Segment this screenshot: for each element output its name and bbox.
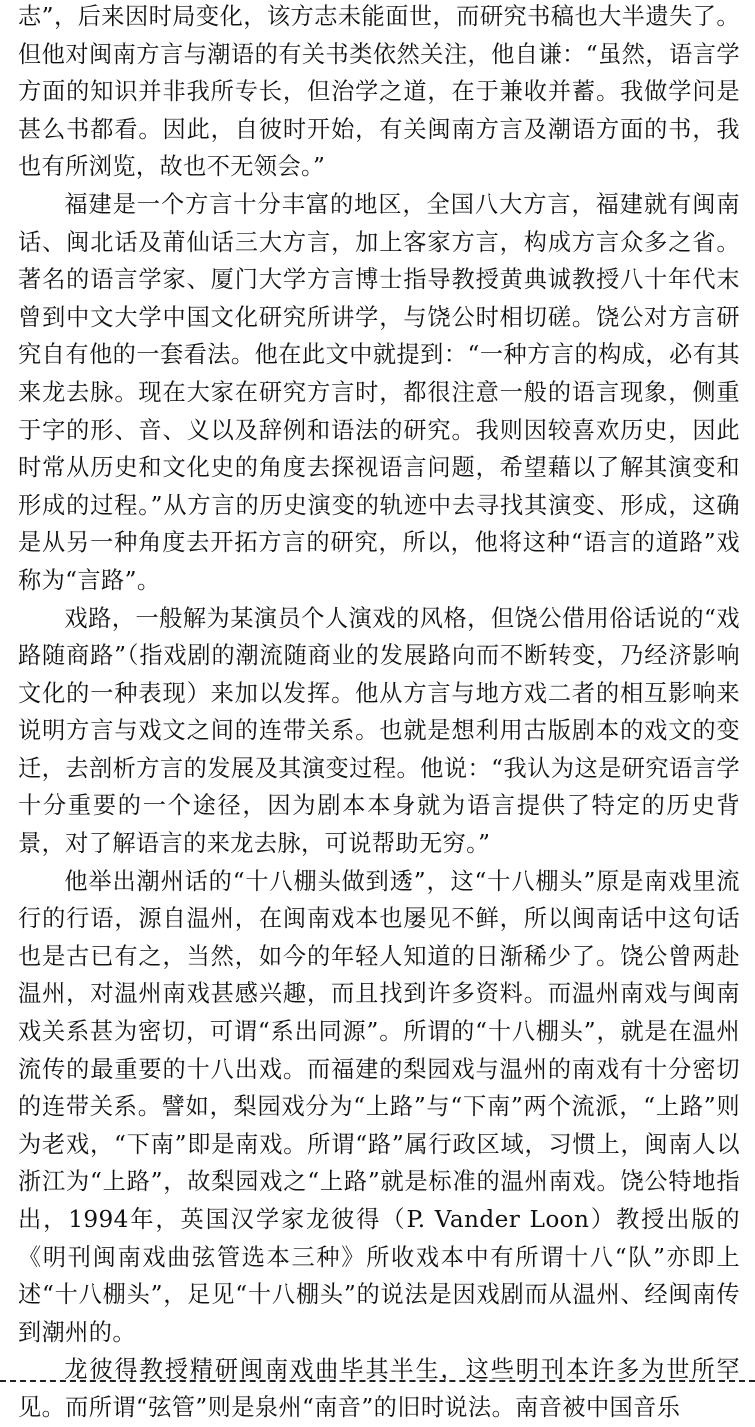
paragraph-xilu: 戏路，一般解为某演员个人演戏的风格，但饶公借用俗话说的“戏路随商路”（指戏剧的潮流随商业的发展路向而不断转变，乃经济影响文化的一种表现）来加以发挥。他从方言与地方戏二者的相互影响来说明方言与戏文之间的连带关系。也就是想利用古版剧本的戏文的变迁，去剖析方言的发展及其演变过程。他说：“我认为这是研究语言学十分重要的一个途径，因为剧本本身就为语言提供了特定的历史背景，对了解语言的来龙去脉，可说帮助无穷。” [18, 604, 740, 858]
paragraph-continued: 志”，后来因时局变化，该方志未能面世，而研究书稿也大半遗失了。但他对闽南方言与潮语的有关书类依然关注，他自谦：“虽然，语言学方面的知识并非我所专长，但治学之道，在于兼收并蓄。我做学问是甚么书都看。因此，自彼时开始，有关闽南方言及潮语方面的书，我也有所浏览，故也不无领会。” [18, 3, 740, 181]
paragraph-shiba-pengtou: 他举出潮州话的“十八棚头做到透”，这“十八棚头”原是南戏里流行的行语，源自温州，在闽南戏本也屡见不鲜，所以闽南话中这句话也是古已有之，当然，如今的年轻人知道的日渐稀少了。饶公曾两赴温州，对温州南戏甚感兴趣，而且找到许多资料。而温州南戏与闽南戏关系甚为密切，可谓“系出同源”。所谓的“十八棚头”，就是在温州流传的最重要的十八出戏。而福建的梨园戏与温州的南戏有十分密切的连带关系。譬如，梨园戏分为“上路”与“下南”两个流派，“上路”则为老戏，“下南”即是南戏。所谓“路”属行政区域，习惯上，闽南人以浙江为“上路”，故梨园戏之“上路”就是标准的温州南戏。饶公特地指出，1994年，英国汉学家龙彼得（P. Vander Loon）教授出版的《明刊闽南戏曲弦管选本三种》所收戏本中有所谓十八“队”亦即上述“十八棚头”，足见“十八棚头”的说法是因戏剧而从温州、经闽南传到潮州的。 [18, 867, 740, 1346]
paragraph-long-bide: 龙彼得教授精研闽南戏曲毕其半生，这些明刊本许多为世所罕见。而所谓“弦管”则是泉州“南音”的旧时说法。南音被中国音乐 [18, 1356, 740, 1421]
page-bottom-divider [0, 1380, 755, 1382]
page-body [18, 0, 740, 1427]
paragraph-fujian-dialects: 福建是一个方言十分丰富的地区，全国八大方言，福建就有闽南话、闽北话及莆仙话三大方言，加上客家方言，构成方言众多之省。著名的语言学家、厦门大学方言博士指导教授黄典诚教授八十年代末曾到中文大学中国文化研究所讲学，与饶公时相切磋。饶公对方言研究自有他的一套看法。他在此文中就提到：“一种方言的构成，必有其来龙去脉。现在大家在研究方言时，都很注意一般的语言现象，侧重于字的形、音、义以及辞例和语法的研究。我则因较喜欢历史，因此时常从历史和文化史的角度去探视语言问题，希望藉以了解其演变和形成的过程。”从方言的历史演变的轨迹中去寻找其演变、形成，这确是从另一种角度去开拓方言的研究，所以，他将这种“语言的道路”戏称为“言路”。 [18, 190, 740, 594]
